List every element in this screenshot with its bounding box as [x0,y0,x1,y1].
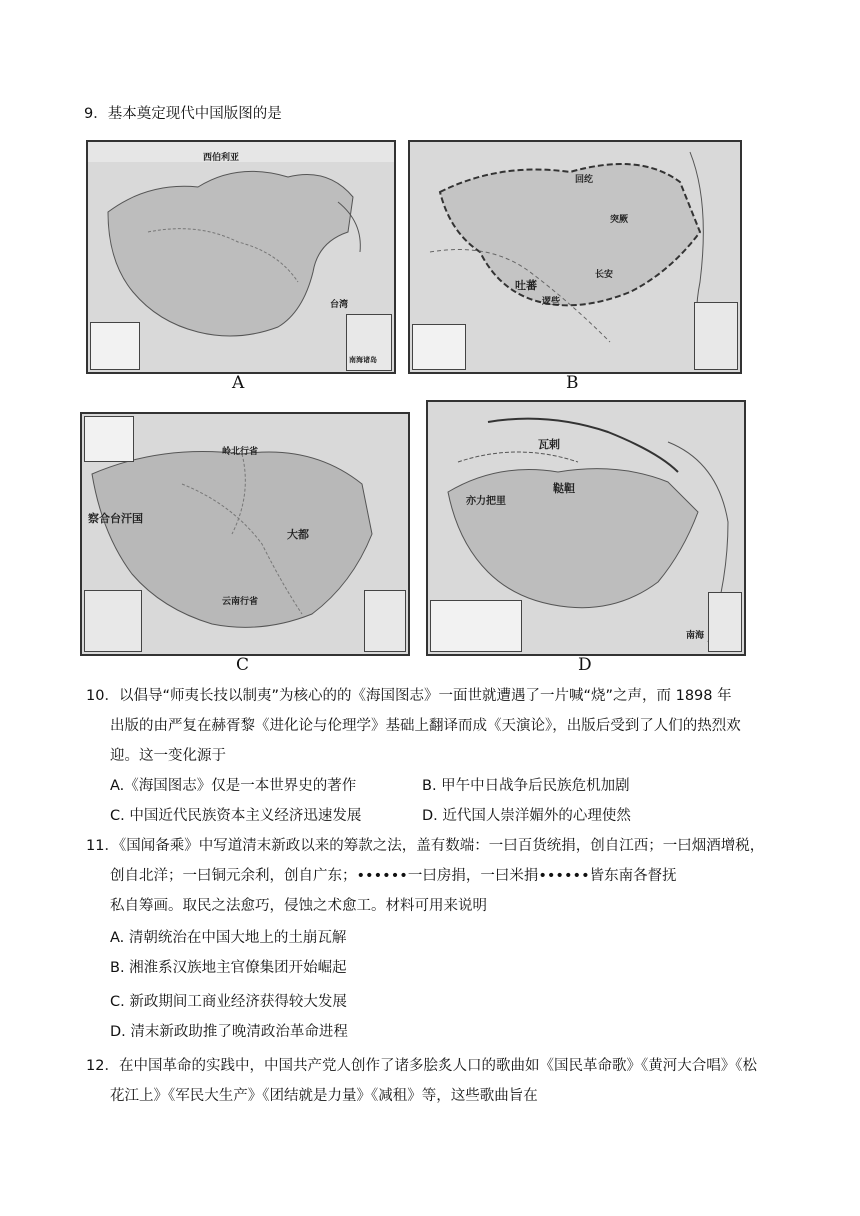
question-9-stem [84,104,282,124]
map-c [80,412,410,656]
map-b-label: 长安 [595,270,614,280]
question-11-line: 11．《国闻备乘》中写道清末新政以来的筹款之法，盖有数端：一曰百货统捐，创自江西；一曰烟酒增税， [86,838,765,854]
question-10-line: 出版的由严复在赫胥黎《进化论与伦理学》基础上翻译而成《天演论》，出版后受到了人们的热烈欢 [110,718,741,734]
question-10-option-d[interactable]: D. 近代国人崇洋媚外的心理使然 [422,808,631,824]
map-b-label: 逻些 [542,297,561,307]
map-d-label: 南海 [686,631,705,641]
map-c-letter: C [236,655,250,675]
question-12-line: 12．在中国革命的实践中，中国共产党人创作了诸多脍炙人口的歌曲如《国民革命歌》《黄河大合唱》《松 [86,1058,757,1074]
map-d-inset [708,592,742,652]
map-a-legend [90,322,140,370]
map-d-label: 瓦剌 [538,438,560,451]
map-b [408,140,742,374]
map-c-inset [364,590,406,652]
map-d-label: 鞑靼 [553,482,575,495]
map-a-label: 西伯利亚 [203,153,240,163]
map-c-legend [84,416,134,462]
question-12-line: 花江上》《军民大生产》《团结就是力量》《减租》等，这些歌曲旨在 [110,1088,538,1104]
map-c-label: 岭北行省 [222,447,259,457]
question-11-option-a[interactable]: A. 清朝统治在中国大地上的土崩瓦解 [110,930,347,946]
question-10-line: 迎。这一变化源于 [110,748,226,764]
map-a-inset-label: 南海诸岛 [349,356,377,364]
map-d-legend [430,600,522,652]
map-b-letter: B [566,373,579,393]
map-d-label: 亦力把里 [466,496,506,507]
map-c-label: 云南行省 [222,597,259,607]
question-11-line: 创自北洋；一曰铜元余利，创自广东；••••••一曰房捐，一曰米捐••••••皆东南各督抚 [110,868,677,884]
map-b-legend [412,324,466,370]
map-b-label: 吐蕃 [515,279,537,292]
map-c-label: 大都 [287,528,309,541]
question-11-option-b[interactable]: B. 湘淮系汉族地主官僚集团开始崛起 [110,960,347,976]
map-d [426,400,746,656]
map-a-label: 台湾 [330,300,349,310]
map-b-label: 回纥 [575,175,594,185]
map-c-label: 察合台汗国 [88,512,143,525]
map-b-inset [694,302,738,370]
map-c-inset-left [84,590,142,652]
map-a-inset [346,314,392,371]
question-10-line: 10．以倡导“师夷长技以制夷”为核心的的《海国图志》一面世就遭遇了一片喊“烧”之声，而 1898 年 [86,688,732,704]
map-a [86,140,396,374]
map-b-label: 突厥 [610,215,629,225]
map-d-letter: D [578,655,592,675]
question-number: 9． [84,106,108,122]
question-10-option-a[interactable]: A.《海国图志》仅是一本世界史的著作 [110,778,357,794]
question-10-option-c[interactable]: C. 中国近代民族资本主义经济迅速发展 [110,808,362,824]
question-11-option-d[interactable]: D. 清末新政助推了晚清政治革命进程 [110,1024,348,1040]
map-a-letter: A [232,373,245,393]
question-10-option-b[interactable]: B. 甲午中日战争后民族危机加剧 [422,778,630,794]
question-11-option-c[interactable]: C. 新政期间工商业经济获得较大发展 [110,994,347,1010]
question-11-line: 私自筹画。取民之法愈巧，侵蚀之术愈工。材料可用来说明 [110,898,487,914]
question-text: 基本奠定现代中国版图的是 [107,106,282,122]
